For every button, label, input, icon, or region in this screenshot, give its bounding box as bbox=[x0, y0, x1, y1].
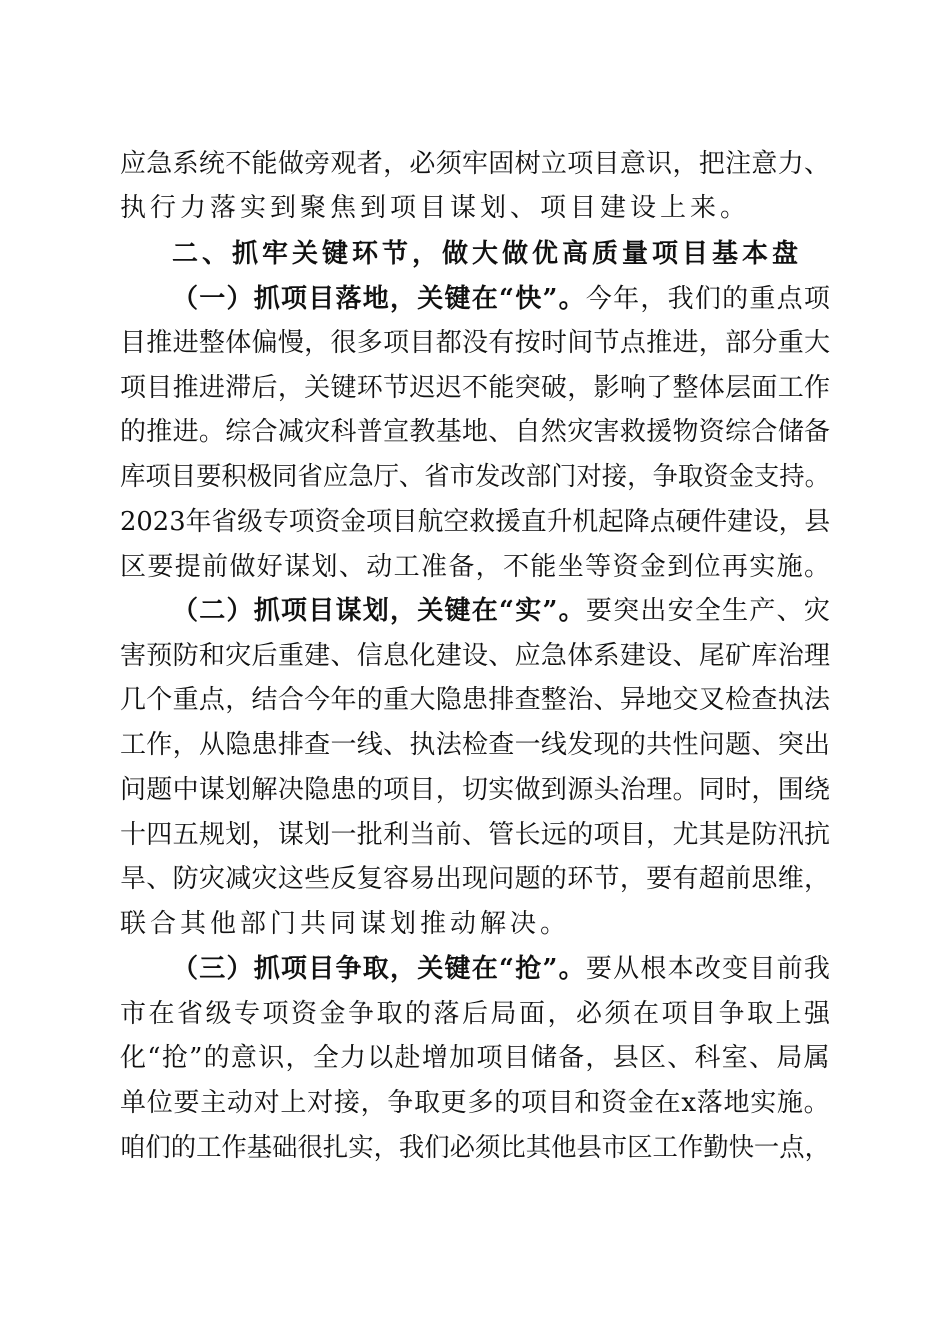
paragraph-line: 几个重点，结合今年的重大隐患排查整治、异地交叉检查执法 bbox=[120, 685, 831, 715]
paragraph-line bbox=[172, 589, 831, 633]
paragraph-line: 执行力落实到聚焦到项目谋划、项目建设上来。 bbox=[120, 193, 751, 223]
paragraph-text: 要突出安全生产、灾 bbox=[585, 596, 832, 626]
paragraph-line: 旱、防灾减灾这些反复容易出现问题的环节，要有超前思维， bbox=[120, 864, 831, 894]
paragraph-line: 联合其他部门共同谋划推动解决。 bbox=[120, 909, 571, 939]
paragraph-line: 咱们的工作基础很扎实，我们必须比其他县市区工作勤快一点， bbox=[120, 1133, 831, 1163]
paragraph-line bbox=[172, 277, 831, 321]
paragraph-line: 区要提前做好谋划、动工准备，不能坐等资金到位再实施。 bbox=[120, 552, 832, 582]
section-heading: 二、抓牢关键环节，做大做优高质量项目基本盘 bbox=[172, 239, 803, 269]
paragraph-line: 2023年省级专项资金项目航空救援直升机起降点硬件建设，县 bbox=[120, 507, 831, 537]
paragraph-line: 目推进整体偏慢，很多项目都没有按时间节点推进，部分重大 bbox=[120, 328, 831, 358]
paragraph-line: 单位要主动对上对接，争取更多的项目和资金在x落地实施。 bbox=[120, 1088, 831, 1118]
paragraph-text: 今年，我们的重点项 bbox=[585, 284, 832, 314]
paragraph-line: 市在省级专项资金争取的落后局面，必须在项目争取上强 bbox=[120, 999, 833, 1029]
paragraph-line: 项目推进滞后，关键环节迟迟不能突破，影响了整体层面工作 bbox=[120, 373, 831, 403]
subsection-title: （三）抓项目争取，关键在“抢”。 bbox=[172, 954, 586, 984]
paragraph-text: 要从根本改变目前我 bbox=[585, 954, 832, 984]
paragraph-line: 问题中谋划解决隐患的项目，切实做到源头治理。同时，围绕 bbox=[120, 775, 831, 805]
paragraph-line: 化“抢”的意识，全力以赴增加项目储备，县区、科室、局属 bbox=[120, 1043, 831, 1073]
paragraph-line bbox=[172, 947, 831, 991]
paragraph-line: 的推进。综合减灾科普宣教基地、自然灾害救援物资综合储备 bbox=[120, 417, 831, 447]
paragraph-line: 十四五规划，谋划一批利当前、管长远的项目，尤其是防汛抗 bbox=[120, 820, 831, 850]
subsection-title: （二）抓项目谋划，关键在“实”。 bbox=[172, 596, 586, 626]
paragraph-line: 应急系统不能做旁观者，必须牢固树立项目意识，把注意力、 bbox=[120, 149, 831, 179]
paragraph-line: 库项目要积极同省应急厅、省市发改部门对接，争取资金支持。 bbox=[120, 462, 831, 492]
subsection-title: （一）抓项目落地，关键在“快”。 bbox=[172, 284, 586, 314]
paragraph-line: 害预防和灾后重建、信息化建设、应急体系建设、尾矿库治理 bbox=[120, 641, 831, 671]
paragraph-line: 工作，从隐患排查一线、执法检查一线发现的共性问题、突出 bbox=[120, 730, 831, 760]
